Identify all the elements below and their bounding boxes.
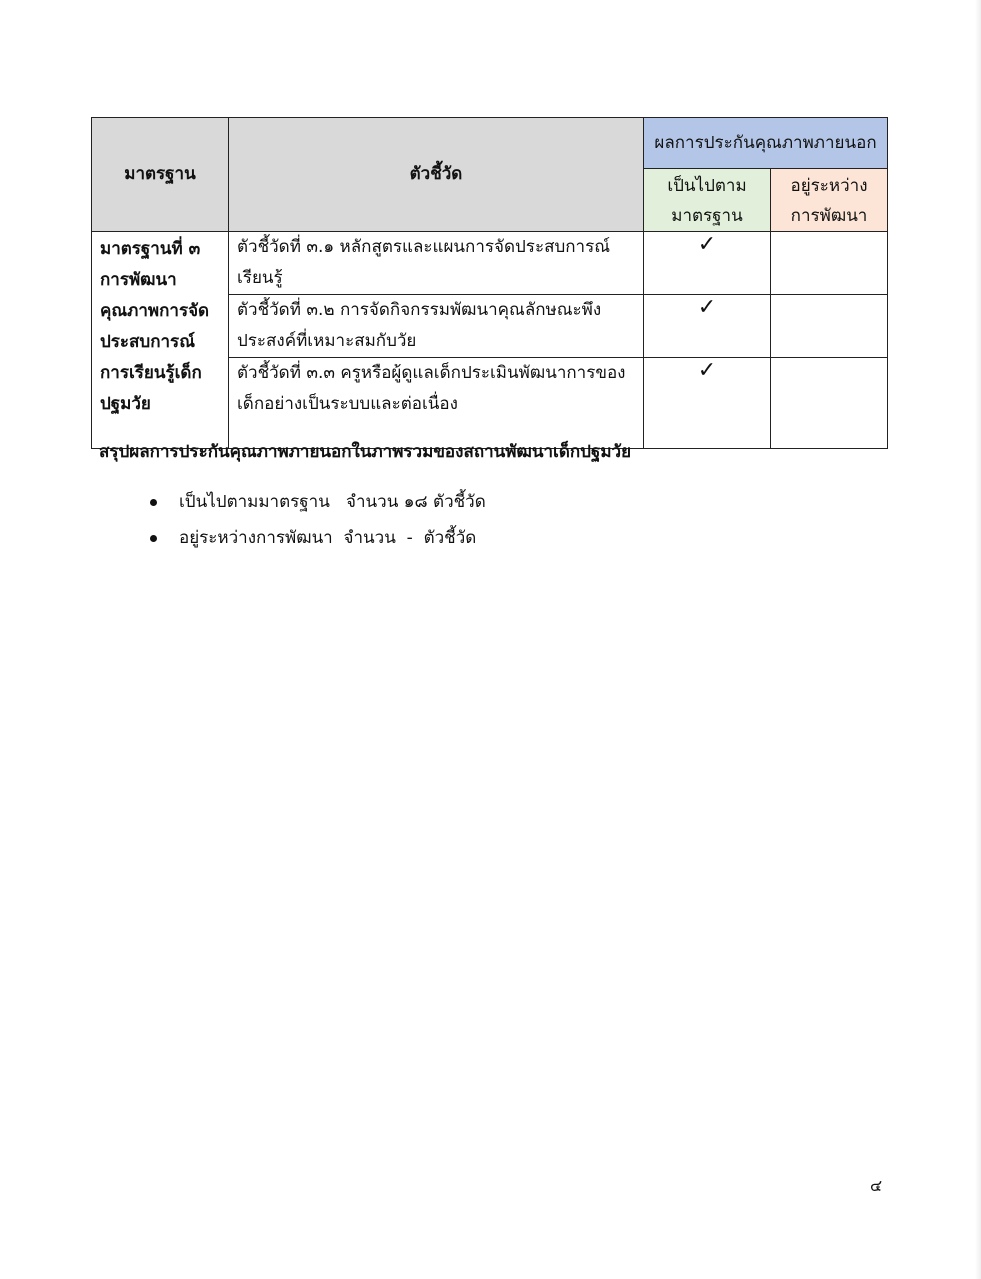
standard-line: คุณภาพการจัด [100, 301, 210, 321]
indicator-cell: ตัวชี้วัดที่ ๓.๑ หลักสูตรและแผนการจัดประสบการณ์เรียนรู้ [229, 232, 644, 295]
header-developing-line-2: การพัฒนา [790, 206, 868, 226]
summary-item-text: เป็นไปตามมาตรฐาน จำนวน ๑๘ ตัวชี้วัด [179, 492, 486, 512]
header-meets-line-2: มาตรฐาน [671, 206, 743, 226]
list-item [150, 484, 486, 520]
developing-cell [771, 295, 888, 358]
standard-line: ปฐมวัย [100, 394, 151, 414]
developing-cell [771, 232, 888, 295]
standard-line: การพัฒนา [100, 270, 177, 290]
header-meets-standard [644, 169, 771, 232]
header-indicator: ตัวชี้วัด [229, 118, 644, 232]
standard-line: ประสบการณ์ [100, 332, 195, 352]
list-item [150, 520, 486, 556]
table-row [92, 232, 888, 295]
standard-line: มาตรฐานที่ ๓ [100, 239, 201, 259]
bullet-icon [150, 499, 157, 506]
summary-title: สรุปผลการประกันคุณภาพภายนอกในภาพรวมของสถานพัฒนาเด็กปฐมวัย [99, 442, 632, 462]
page-number: ๔ [870, 1176, 883, 1195]
indicator-cell: ตัวชี้วัดที่ ๓.๒ การจัดกิจกรรมพัฒนาคุณลักษณะพึงประสงค์ที่เหมาะสมกับวัย [229, 295, 644, 358]
header-meets-line-1: เป็นไปตาม [667, 176, 747, 196]
bullet-icon [150, 535, 157, 542]
header-developing [771, 169, 888, 232]
indicator-cell: ตัวชี้วัดที่ ๓.๓ ครูหรือผู้ดูแลเด็กประเมินพัฒนาการของเด็กอย่างเป็นระบบและต่อเนื่อง [229, 358, 644, 449]
header-external-assessment: ผลการประกันคุณภาพภายนอก [644, 118, 888, 169]
header-standard: มาตรฐาน [92, 118, 229, 232]
header-developing-line-1: อยู่ระหว่าง [790, 176, 868, 196]
standards-table [91, 117, 888, 449]
summary-list [150, 484, 486, 556]
standard-line: การเรียนรู้เด็ก [100, 363, 202, 383]
check-mark-icon: ✓ [644, 232, 771, 295]
check-mark-icon: ✓ [644, 358, 771, 449]
page-edge [975, 0, 981, 1279]
standard-cell [92, 232, 229, 449]
check-mark-icon: ✓ [644, 295, 771, 358]
summary-item-text: อยู่ระหว่างการพัฒนา จำนวน - ตัวชี้วัด [179, 528, 477, 548]
developing-cell [771, 358, 888, 449]
